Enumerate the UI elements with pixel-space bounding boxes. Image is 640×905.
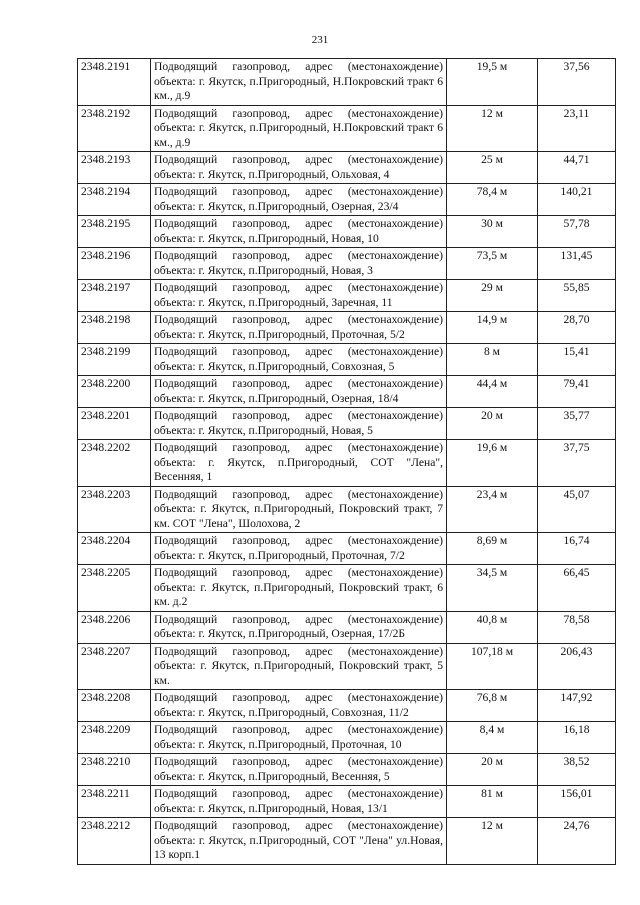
row-description: Подводящий газопровод, адрес (местонахождение) объекта: г. Якутск, п.Пригородный, Проточная, 10 [151, 722, 447, 754]
table-row [78, 786, 616, 818]
registry-table-body [78, 59, 616, 865]
row-description: Подводящий газопровод, адрес (местонахождение) объекта: г. Якутск, п.Пригородный, Новая, 5 [151, 408, 447, 440]
row-id: 2348.2208 [78, 690, 151, 722]
row-value: 78,58 [538, 611, 616, 643]
row-value: 37,75 [538, 440, 616, 487]
row-value: 140,21 [538, 184, 616, 216]
row-id: 2348.2193 [78, 152, 151, 184]
row-length: 30 м [447, 216, 538, 248]
table-row [78, 280, 616, 312]
row-description: Подводящий газопровод, адрес (местонахождение) объекта: г. Якутск, п.Пригородный, Новая, 10 [151, 216, 447, 248]
row-length: 73,5 м [447, 248, 538, 280]
row-value: 28,70 [538, 312, 616, 344]
row-value: 55,85 [538, 280, 616, 312]
row-length: 107,18 м [447, 643, 538, 690]
row-length: 12 м [447, 818, 538, 865]
row-description: Подводящий газопровод, адрес (местонахождение) объекта: г. Якутск, п.Пригородный, Н.Покровский тракт 6 км., д.9 [151, 59, 447, 106]
row-description: Подводящий газопровод, адрес (местонахождение) объекта: г. Якутск, п.Пригородный, Ольховая, 4 [151, 152, 447, 184]
row-length: 78,4 м [447, 184, 538, 216]
row-value: 206,43 [538, 643, 616, 690]
row-value: 35,77 [538, 408, 616, 440]
row-description: Подводящий газопровод, адрес (местонахождение) объекта: г. Якутск, п.Пригородный, Заречная, 11 [151, 280, 447, 312]
table-row [78, 565, 616, 612]
row-id: 2348.2206 [78, 611, 151, 643]
row-value: 38,52 [538, 754, 616, 786]
row-value: 37,56 [538, 59, 616, 106]
row-id: 2348.2211 [78, 786, 151, 818]
row-value: 16,18 [538, 722, 616, 754]
row-length: 25 м [447, 152, 538, 184]
row-length: 14,9 м [447, 312, 538, 344]
row-description: Подводящий газопровод, адрес (местонахождение) объекта: г. Якутск, п.Пригородный, Озерная, 23/4 [151, 184, 447, 216]
row-length: 81 м [447, 786, 538, 818]
row-id: 2348.2200 [78, 376, 151, 408]
table-row [78, 611, 616, 643]
table-row [78, 408, 616, 440]
row-value: 131,45 [538, 248, 616, 280]
table-row [78, 152, 616, 184]
row-id: 2348.2194 [78, 184, 151, 216]
row-description: Подводящий газопровод, адрес (местонахождение) объекта: г. Якутск, п.Пригородный, Покровский тракт, 5 км. [151, 643, 447, 690]
row-id: 2348.2202 [78, 440, 151, 487]
row-description: Подводящий газопровод, адрес (местонахождение) объекта: г. Якутск, п.Пригородный, Озерная, 18/4 [151, 376, 447, 408]
row-value: 79,41 [538, 376, 616, 408]
row-length: 23,4 м [447, 486, 538, 533]
table-row [78, 754, 616, 786]
row-id: 2348.2203 [78, 486, 151, 533]
page-number: 231 [311, 34, 329, 46]
row-length: 76,8 м [447, 690, 538, 722]
row-length: 29 м [447, 280, 538, 312]
row-id: 2348.2212 [78, 818, 151, 865]
row-length: 20 м [447, 408, 538, 440]
row-description: Подводящий газопровод, адрес (местонахождение) объекта: г. Якутск, п.Пригородный, СОТ "Лена", Весенняя, 1 [151, 440, 447, 487]
row-id: 2348.2197 [78, 280, 151, 312]
table-row [78, 440, 616, 487]
row-description: Подводящий газопровод, адрес (местонахождение) объекта: г. Якутск, п.Пригородный, Покровский тракт, 6 км. д.2 [151, 565, 447, 612]
row-id: 2348.2210 [78, 754, 151, 786]
row-length: 19,5 м [447, 59, 538, 106]
row-description: Подводящий газопровод, адрес (местонахождение) объекта: г. Якутск, п.Пригородный, Н.Покровский тракт 6 км., д.9 [151, 105, 447, 152]
row-length: 34,5 м [447, 565, 538, 612]
row-description: Подводящий газопровод, адрес (местонахождение) объекта: г. Якутск, п.Пригородный, Проточная, 5/2 [151, 312, 447, 344]
table-row [78, 643, 616, 690]
row-description: Подводящий газопровод, адрес (местонахождение) объекта: г. Якутск, п.Пригородный, Покровский тракт, 7 км. СОТ "Лена", Шолохова, 2 [151, 486, 447, 533]
row-value: 24,76 [538, 818, 616, 865]
row-description: Подводящий газопровод, адрес (местонахождение) объекта: г. Якутск, п.Пригородный, Новая, 3 [151, 248, 447, 280]
row-value: 45,07 [538, 486, 616, 533]
row-value: 66,45 [538, 565, 616, 612]
row-value: 147,92 [538, 690, 616, 722]
row-length: 8 м [447, 344, 538, 376]
row-value: 16,74 [538, 533, 616, 565]
row-id: 2348.2207 [78, 643, 151, 690]
row-id: 2348.2199 [78, 344, 151, 376]
table-row [78, 722, 616, 754]
row-value: 23,11 [538, 105, 616, 152]
row-length: 20 м [447, 754, 538, 786]
row-id: 2348.2198 [78, 312, 151, 344]
row-length: 44,4 м [447, 376, 538, 408]
row-description: Подводящий газопровод, адрес (местонахождение) объекта: г. Якутск, п.Пригородный, Совхозная, 5 [151, 344, 447, 376]
row-value: 156,01 [538, 786, 616, 818]
row-description: Подводящий газопровод, адрес (местонахождение) объекта: г. Якутск, п.Пригородный, Весенняя, 5 [151, 754, 447, 786]
table-row [78, 690, 616, 722]
table-row [78, 376, 616, 408]
row-id: 2348.2192 [78, 105, 151, 152]
row-id: 2348.2191 [78, 59, 151, 106]
row-description: Подводящий газопровод, адрес (местонахождение) объекта: г. Якутск, п.Пригородный, Совхозная, 11/2 [151, 690, 447, 722]
table-row [78, 248, 616, 280]
row-length: 12 м [447, 105, 538, 152]
table-row [78, 184, 616, 216]
row-description: Подводящий газопровод, адрес (местонахождение) объекта: г. Якутск, п.Пригородный, Новая, 13/1 [151, 786, 447, 818]
table-row [78, 818, 616, 865]
row-length: 40,8 м [447, 611, 538, 643]
row-id: 2348.2209 [78, 722, 151, 754]
row-length: 8,4 м [447, 722, 538, 754]
row-id: 2348.2196 [78, 248, 151, 280]
row-id: 2348.2205 [78, 565, 151, 612]
table-row [78, 486, 616, 533]
row-value: 15,41 [538, 344, 616, 376]
table-row [78, 533, 616, 565]
table-row [78, 344, 616, 376]
row-length: 8,69 м [447, 533, 538, 565]
row-id: 2348.2195 [78, 216, 151, 248]
row-description: Подводящий газопровод, адрес (местонахождение) объекта: г. Якутск, п.Пригородный, Озерная, 17/2Б [151, 611, 447, 643]
row-length: 19,6 м [447, 440, 538, 487]
table-row [78, 59, 616, 106]
row-description: Подводящий газопровод, адрес (местонахождение) объекта: г. Якутск, п.Пригородный, Проточная, 7/2 [151, 533, 447, 565]
table-row [78, 312, 616, 344]
registry-table [77, 58, 616, 865]
row-id: 2348.2201 [78, 408, 151, 440]
row-id: 2348.2204 [78, 533, 151, 565]
table-row [78, 216, 616, 248]
row-value: 44,71 [538, 152, 616, 184]
row-description: Подводящий газопровод, адрес (местонахождение) объекта: г. Якутск, п.Пригородный, СОТ "Лена" ул.Новая, 13 корп.1 [151, 818, 447, 865]
table-row [78, 105, 616, 152]
row-value: 57,78 [538, 216, 616, 248]
